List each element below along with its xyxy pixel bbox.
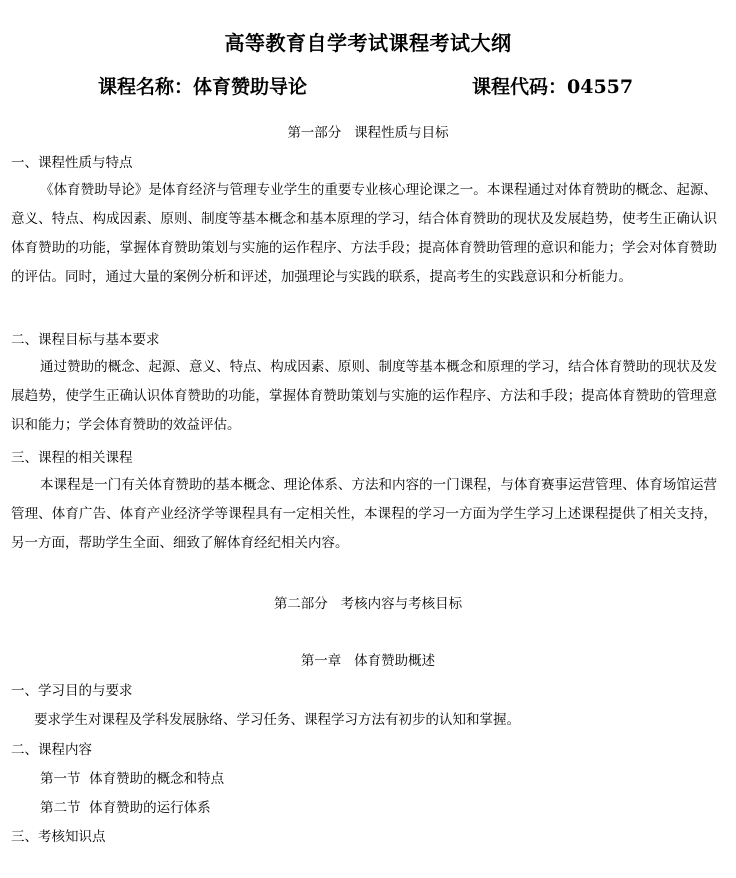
chapter-one-heading: 第一章 体育赞助概述 <box>300 653 436 669</box>
part-one-heading: 第一部分 课程性质与目标 <box>287 125 449 141</box>
content-item-section-two: 第二节 体育赞助的运行体系 <box>40 800 211 816</box>
part-two-heading: 第二部分 考核内容与考核目标 <box>273 596 463 612</box>
section-related-courses-heading: 三、课程的相关课程 <box>11 450 133 466</box>
section-exam-points-heading: 三、考核知识点 <box>11 829 106 845</box>
section-course-goals-heading: 二、课程目标与基本要求 <box>11 332 160 348</box>
section-course-nature-heading: 一、课程性质与特点 <box>11 155 133 171</box>
section-learning-purpose-heading: 一、学习目的与要求 <box>11 683 133 699</box>
course-code: 课程代码：04557 <box>472 76 634 98</box>
course-info-row <box>0 72 736 102</box>
related-courses-paragraph: 本课程是一门有关体育赞助的基本概念、理论体系、方法和内容的一门课程，与体育赛事运营管理、体育场馆运营管理、体育广告、体育产业经济学等课程具有一定相关性，本课程的学习一方面为学生学习上述课程提供了相关支持，另一方面，帮助学生全面、细致了解体育经纪相关内容。 <box>11 477 717 551</box>
content-item-section-one: 第一节 体育赞助的概念和特点 <box>40 771 225 787</box>
learning-purpose-text: 要求学生对课程及学科发展脉络、学习任务、课程学习方法有初步的认知和掌握。 <box>34 712 520 728</box>
section-course-content-heading: 二、课程内容 <box>11 742 92 758</box>
course-name: 课程名称：体育赞助导论 <box>98 76 308 98</box>
course-nature-paragraph: 《体育赞助导论》是体育经济与管理专业学生的重要专业核心理论课之一。本课程通过对体育赞助的概念、起源、意义、特点、构成因素、原则、制度等基本概念和基本原理的学习，结合体育赞助的现状及发展趋势，使考生正确认识体育赞助的功能，掌握体育赞助策划与实施的运作程序、方法手段；提高体育赞助管理的意识和能力；学会对体育赞助的评估。同时，通过大量的案例分析和评述，加强理论与实践的联系，提高考生的实践意识和分析能力。 <box>11 182 717 285</box>
course-goals-paragraph: 通过赞助的概念、起源、意义、特点、构成因素、原则、制度等基本概念和原理的学习，结合体育赞助的现状及发展趋势，使学生正确认识体育赞助的功能，掌握体育赞助策划与实施的运作程序、方法和手段；提高体育赞助的管理意识和能力；学会体育赞助的效益评估。 <box>11 359 717 433</box>
document-title: 高等教育自学考试课程考试大纲 <box>224 31 512 55</box>
